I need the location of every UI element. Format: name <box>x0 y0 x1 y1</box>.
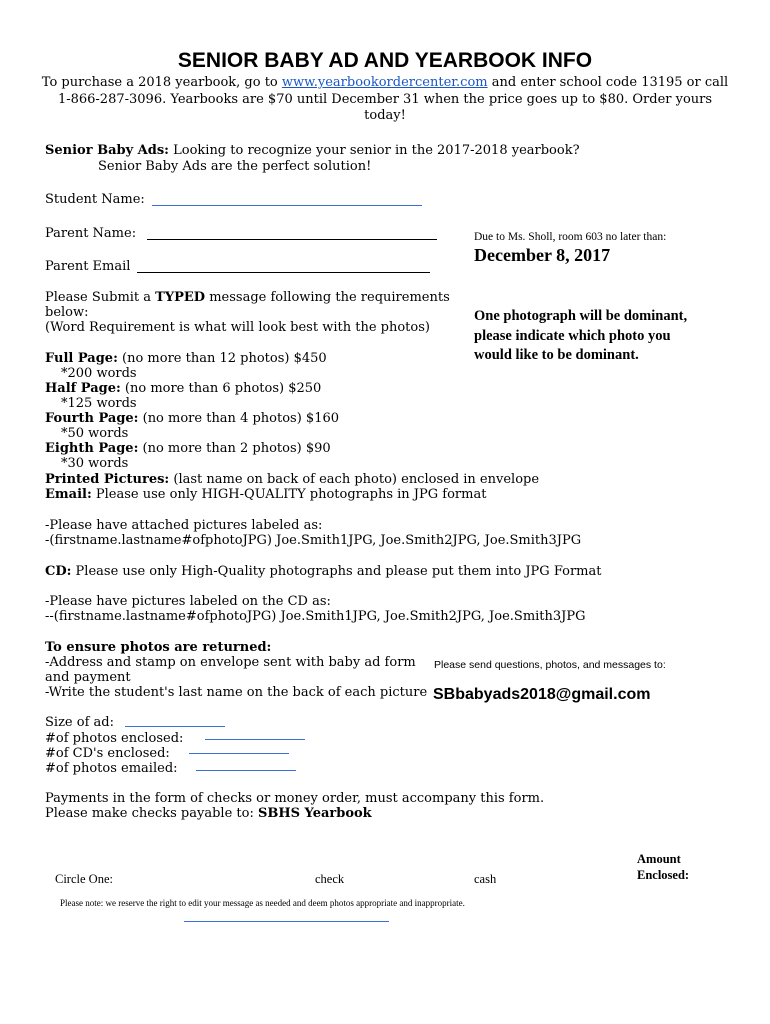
questions-email[interactable]: SBbabyads2018@gmail.com <box>433 686 651 703</box>
ensure-heading: To ensure photos are returned: <box>45 640 272 655</box>
amount-line1: Amount <box>637 852 681 866</box>
submit-line3: (Word Requirement is what will look best with the photos) <box>45 320 430 335</box>
parent-email-label: Parent Email <box>45 259 131 274</box>
size-full-page <box>45 351 327 366</box>
printed-text: (last name on back of each photo) enclosed in envelope <box>169 472 540 487</box>
size-half-page <box>45 381 321 396</box>
size-eighth-page <box>45 441 331 456</box>
intro-text-after: and enter school code 13195 or call 1-866-287-3096. Yearbooks are $70 until December 31 when the price goes up to $80. Order yours today! <box>57 75 729 123</box>
size-desc: (no more than 6 photos) $250 <box>120 381 322 396</box>
submit-typed: TYPED <box>155 290 206 305</box>
senior-ads-line1 <box>45 143 580 158</box>
printed-label: Printed Pictures: <box>45 472 170 487</box>
payee-name: SBHS Yearbook <box>257 806 372 821</box>
ensure-line3: -Write the student's last name on the back of each picture <box>45 685 428 700</box>
submit-line1 <box>45 290 450 305</box>
email-line <box>45 487 486 502</box>
circle-option-cash[interactable]: cash <box>474 872 497 886</box>
student-name-label: Student Name: <box>45 192 145 207</box>
amount-enclosed-label <box>637 851 689 883</box>
size-label: Eighth Page: <box>45 441 139 456</box>
deadline-note: Due to Ms. Sholl, room 603 no later than: <box>474 231 667 243</box>
dominant-note-line2: please indicate which photo you <box>474 327 671 344</box>
deadline-date: December 8, 2017 <box>474 245 611 265</box>
dominant-photo-note <box>474 307 687 366</box>
cds-enclosed-label: #of CD's enclosed: <box>45 746 170 761</box>
parent-email-field[interactable] <box>137 272 430 273</box>
size-eighth-words: *30 words <box>61 456 129 471</box>
payment-text: Please make checks payable to: <box>45 806 258 821</box>
size-half-words: *125 words <box>61 396 137 411</box>
photos-emailed-label: #of photos emailed: <box>45 761 178 776</box>
photos-enclosed-field[interactable] <box>205 739 305 740</box>
cd-labels-line2: --(firstname.lastname#ofphotoJPG) Joe.Smith1JPG, Joe.Smith2JPG, Joe.Smith3JPG <box>45 609 586 624</box>
size-label: Half Page: <box>45 381 121 396</box>
questions-note: Please send questions, photos, and messages to: <box>434 659 666 671</box>
cd-line <box>45 564 601 579</box>
submit-text-a: Please Submit a <box>45 290 156 305</box>
yearbook-order-link[interactable]: www.yearbookordercenter.com <box>281 75 488 90</box>
size-desc: (no more than 12 photos) $450 <box>117 351 327 366</box>
attached-line1: -Please have attached pictures labeled as: <box>45 518 323 533</box>
circle-option-check[interactable]: check <box>315 872 345 886</box>
payment-line2 <box>45 806 372 821</box>
circle-one-label: Circle One: <box>55 872 113 886</box>
dominant-note-line1: One photograph will be dominant, <box>474 308 688 324</box>
submit-text-c: message following the requirements <box>205 290 450 305</box>
size-of-ad-label: Size of ad: <box>45 715 114 730</box>
senior-ads-line2: Senior Baby Ads are the perfect solution! <box>98 159 372 174</box>
cd-labels-line1: -Please have pictures labeled on the CD as: <box>45 594 331 609</box>
size-label: Fourth Page: <box>45 411 139 426</box>
parent-name-label: Parent Name: <box>45 226 137 241</box>
student-name-field[interactable] <box>152 205 422 206</box>
parent-name-field[interactable] <box>147 239 437 240</box>
submit-line2: below: <box>45 305 89 320</box>
intro-text-before: To purchase a 2018 yearbook, go to <box>41 75 282 90</box>
page-title: SENIOR BABY AD AND YEARBOOK INFO <box>177 49 593 72</box>
amount-line2: Enclosed: <box>637 868 690 882</box>
attached-line2: -(firstname.lastname#ofphotoJPG) Joe.Smith1JPG, Joe.Smith2JPG, Joe.Smith3JPG <box>45 533 582 548</box>
size-fourth-page <box>45 411 339 426</box>
size-full-words: *200 words <box>61 366 137 381</box>
size-desc: (no more than 2 photos) $90 <box>138 441 331 456</box>
signature-line[interactable] <box>184 921 389 922</box>
printed-pictures-line <box>45 472 539 487</box>
disclaimer-note: Please note: we reserve the right to edit your message as needed and deem photos appropriate and inappropriate. <box>60 898 465 908</box>
senior-ads-question: Looking to recognize your senior in the 2017-2018 yearbook? <box>168 143 580 158</box>
intro-paragraph <box>40 75 730 125</box>
cds-enclosed-field[interactable] <box>189 753 289 754</box>
size-of-ad-field[interactable] <box>125 726 225 727</box>
ensure-line2: and payment <box>45 670 131 685</box>
cd-text: Please use only High-Quality photographs and please put them into JPG Format <box>71 564 602 579</box>
size-fourth-words: *50 words <box>61 426 129 441</box>
dominant-note-line3: would like to be dominant. <box>474 347 639 363</box>
email-label: Email: <box>45 487 92 502</box>
ensure-line1: -Address and stamp on envelope sent with baby ad form <box>45 655 416 670</box>
cd-label: CD: <box>45 564 72 579</box>
photos-enclosed-label: #of photos enclosed: <box>45 731 184 746</box>
senior-ads-label: Senior Baby Ads: <box>45 143 169 158</box>
size-label: Full Page: <box>45 351 118 366</box>
payment-line1: Payments in the form of checks or money order, must accompany this form. <box>45 791 545 806</box>
photos-emailed-field[interactable] <box>196 770 296 771</box>
email-text: Please use only HIGH-QUALITY photographs in JPG format <box>91 487 487 502</box>
size-desc: (no more than 4 photos) $160 <box>138 411 340 426</box>
